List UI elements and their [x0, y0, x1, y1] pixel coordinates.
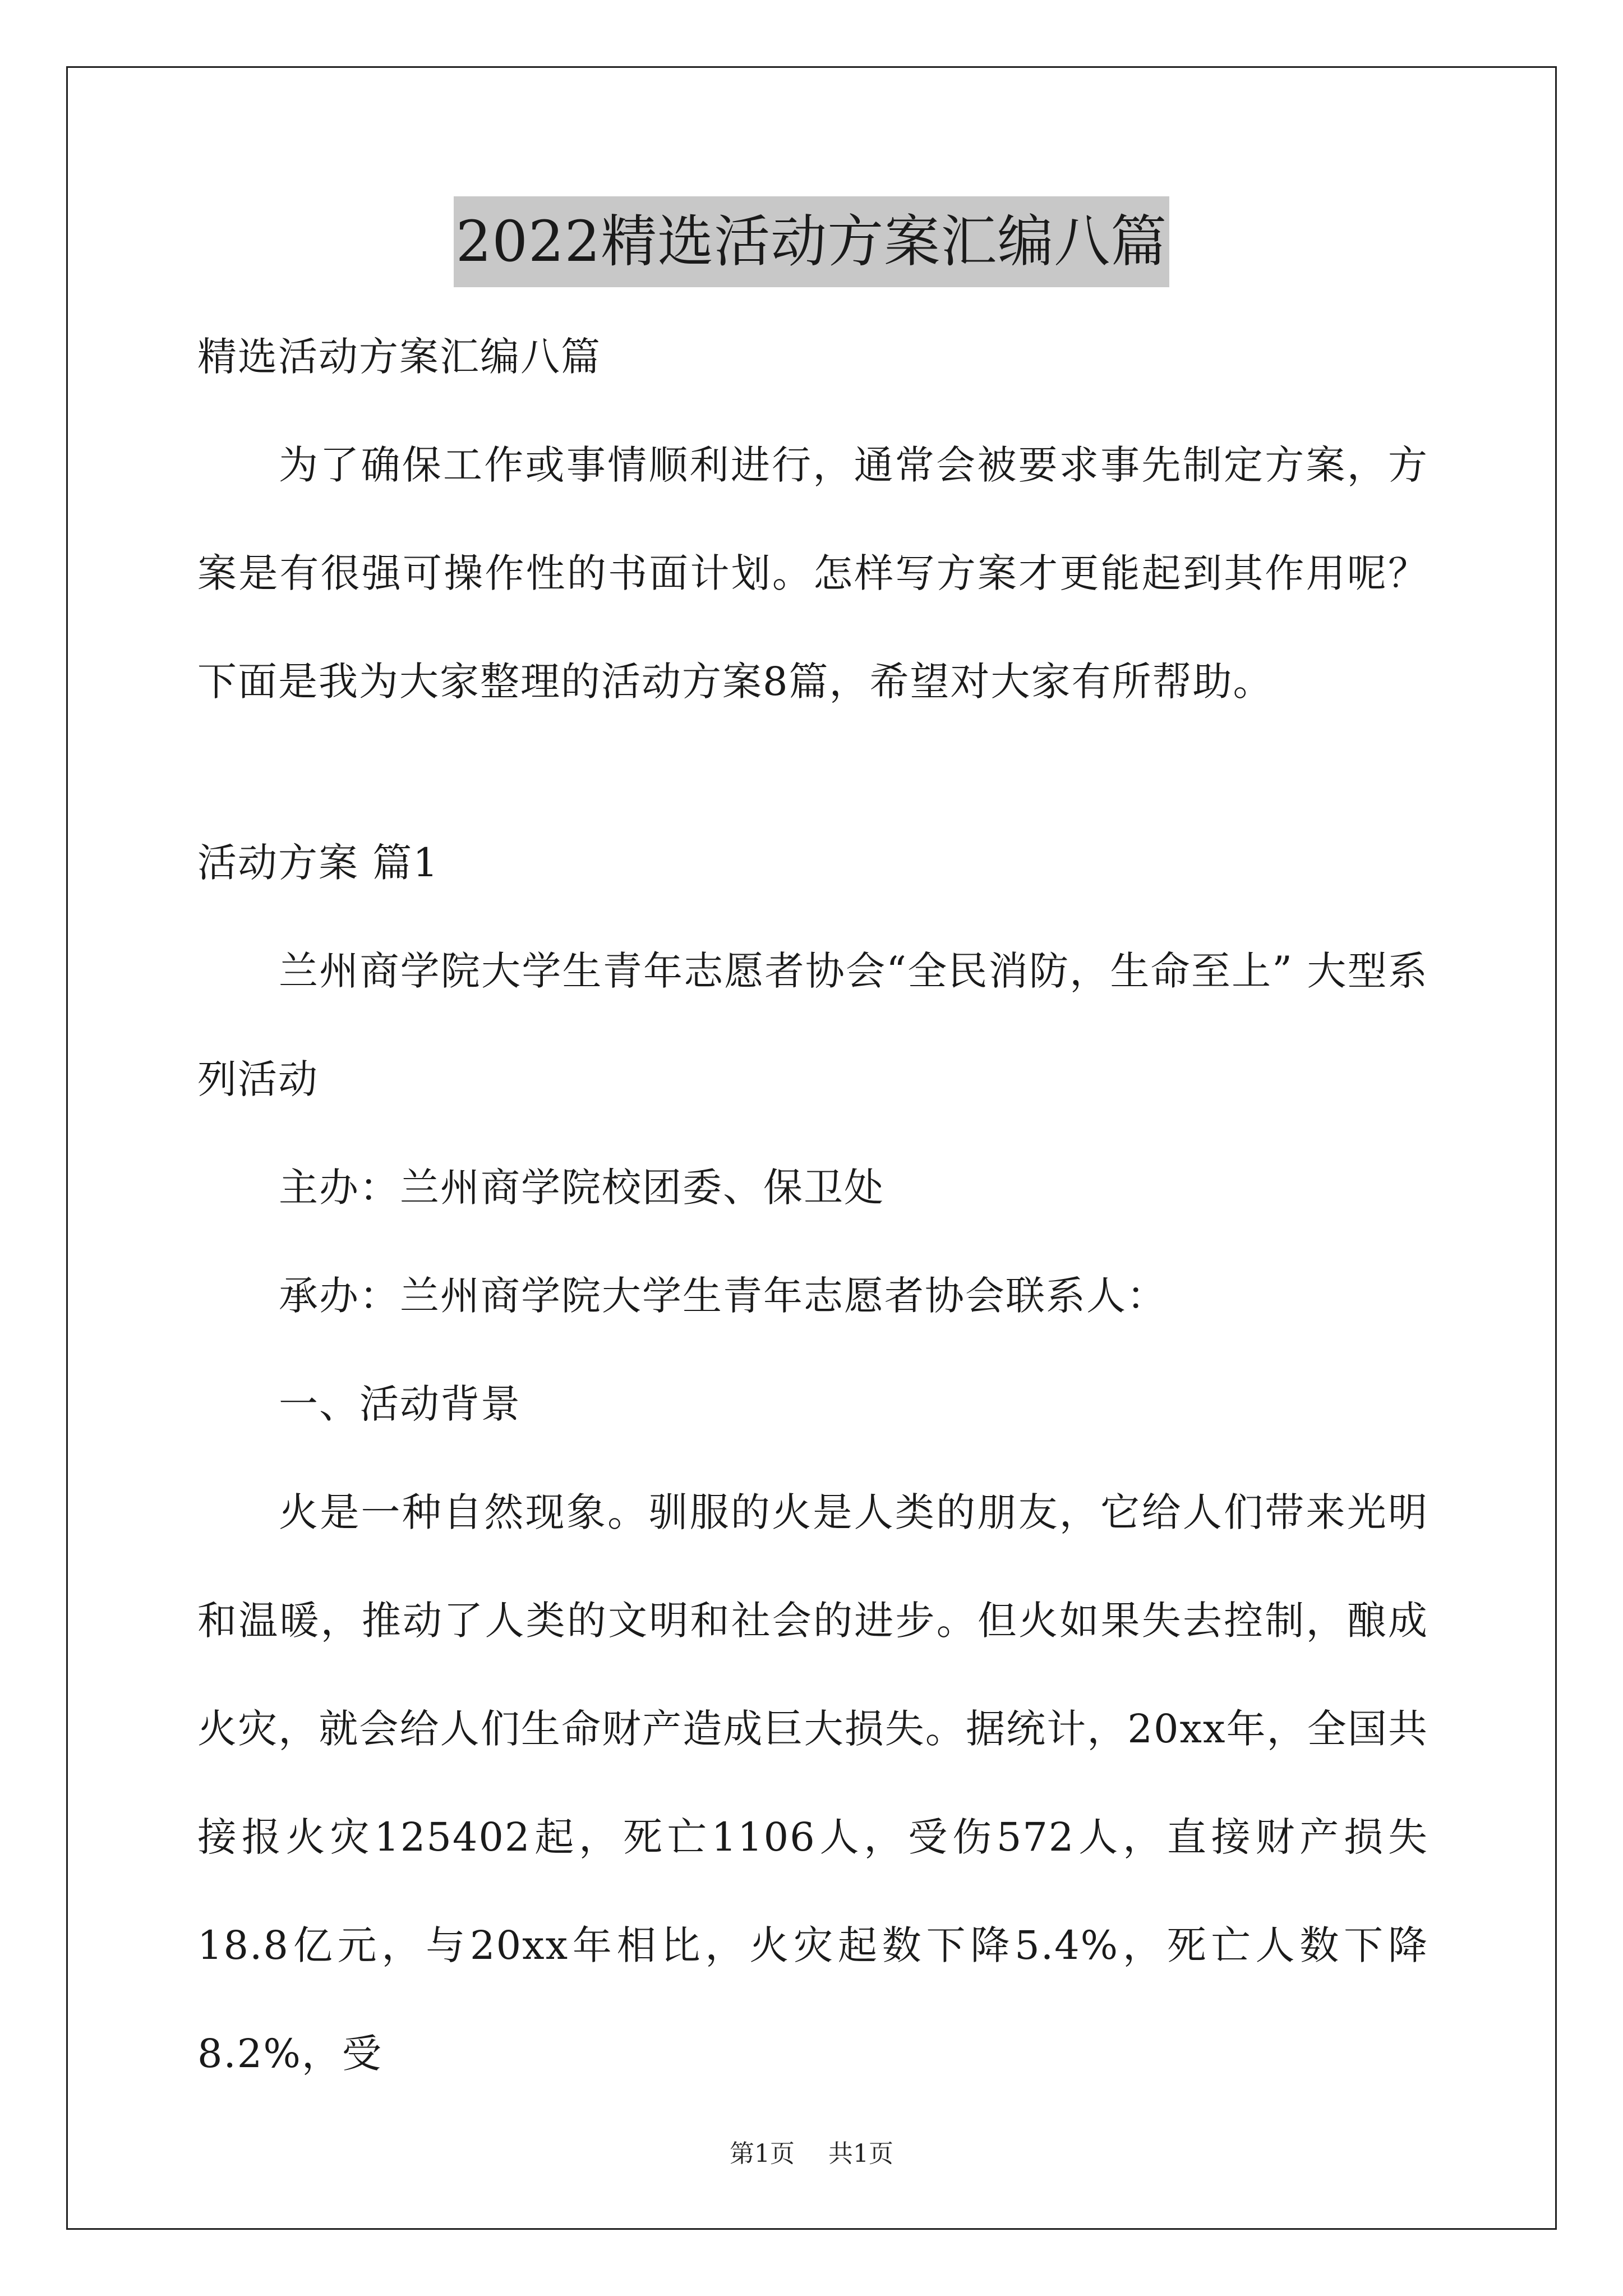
document-body — [197, 303, 1428, 2108]
intro-paragraph: 为了确保工作或事情顺利进行，通常会被要求事先制定方案，方案是有很强可操作性的书面计划。怎样写方案才更能起到其作用呢？下面是我为大家整理的活动方案8篇，希望对大家有所帮助。 — [197, 442, 1428, 705]
page-number: 第1页 — [730, 2139, 795, 2168]
section-gap — [197, 736, 1428, 809]
event-title-paragraph: 兰州商学院大学生青年志愿者协会“全民消防，生命至上” 大型系列活动 — [197, 948, 1428, 1102]
page-footer — [0, 2137, 1623, 2171]
page-total: 共1页 — [828, 2139, 893, 2168]
document-title: 2022精选活动方案汇编八篇 — [454, 196, 1170, 287]
subtitle: 精选活动方案汇编八篇 — [197, 334, 601, 380]
background-paragraph: 火是一种自然现象。驯服的火是人类的朋友，它给人们带来光明和温暖，推动了人类的文明和社会的进步。但火如果失去控制，酿成火灾，就会给人们生命财产造成巨大损失。据统计，20xx年，全国共接报火灾125402起，死亡1106人，受伤572人，直接财产损失18.8亿元，与20xx年相比，火灾起数下降5.4%，死亡人数下降8.2%，受 — [197, 1489, 1428, 2077]
section-heading: 活动方案 篇1 — [197, 840, 439, 886]
title-container — [0, 196, 1623, 287]
organizer-line: 主办：兰州商学院校团委、保卫处 — [279, 1165, 884, 1211]
host-line: 承办：兰州商学院大学生青年志愿者协会联系人： — [279, 1273, 1167, 1319]
background-heading: 一、活动背景 — [279, 1381, 521, 1427]
